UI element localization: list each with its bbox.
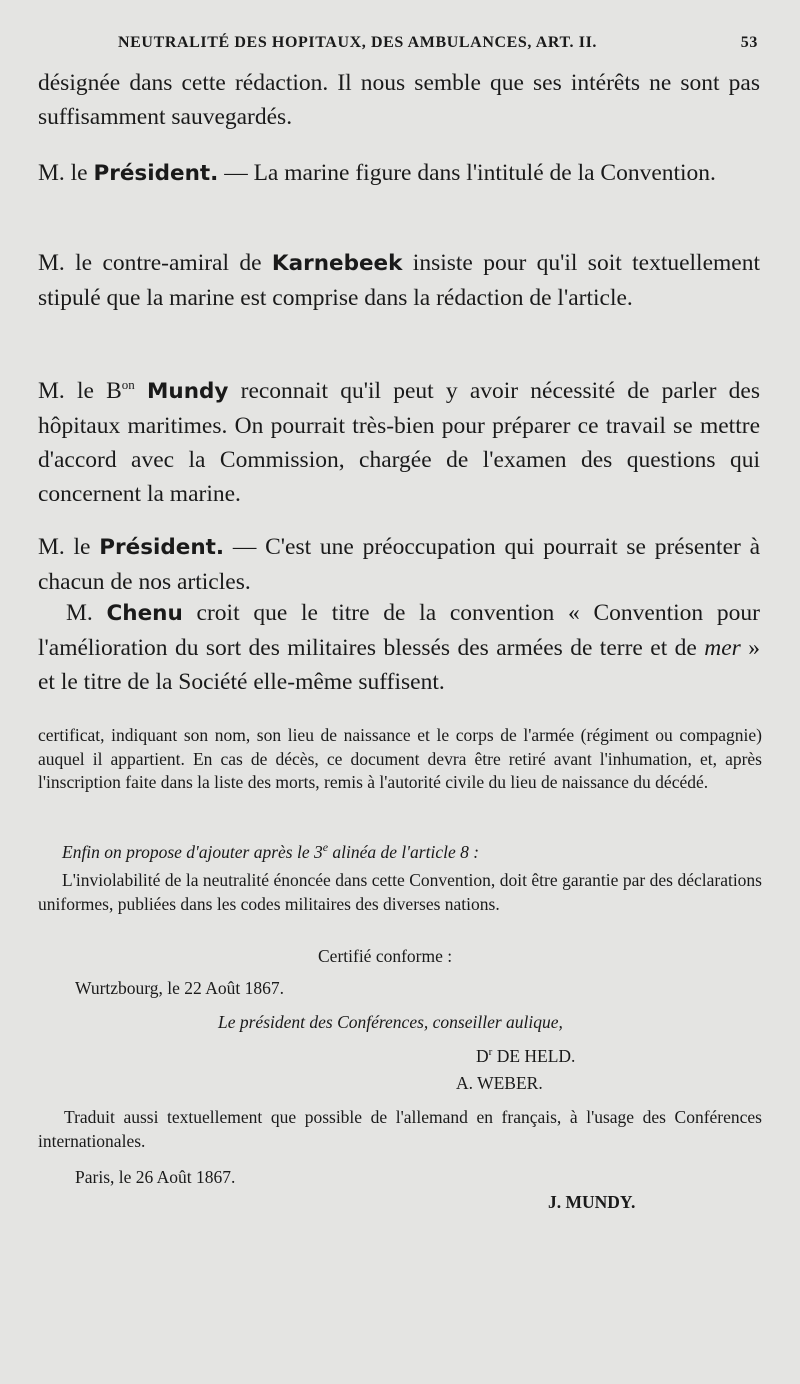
proposal-text-end: alinéa de l'article 8 : xyxy=(328,841,480,862)
speaker-title: M. le xyxy=(38,160,88,186)
president-line: Le président des Conférences, conseiller aulique, xyxy=(218,1012,563,1032)
neutrality-paragraph xyxy=(38,869,762,916)
proposal-text: Enfin on propose d'ajouter après le 3 xyxy=(62,841,323,862)
paragraph-karnebeek xyxy=(38,246,760,315)
page-header xyxy=(38,34,758,52)
paragraph-text: Traduit aussi textuellement que possible de l'allemand en français, à l'usage des Conférences internationales. xyxy=(38,1107,762,1151)
speaker-title-sup: on xyxy=(121,377,135,392)
signer-mundy: J. MUNDY. xyxy=(548,1192,636,1212)
speaker-name: Président. xyxy=(99,535,225,560)
running-title: NEUTRALITÉ DES HOPITAUX, DES AMBULANCES, ART. II. xyxy=(118,34,598,51)
paragraph-text: reconnait qu'il peut y avoir nécessité de parler des hôpitaux maritimes. On pourrait très-bien pour préparer ce travail se mettre d'accord avec la Commission, chargée de l'examen des questions qui concernent la marine. xyxy=(38,377,760,507)
paragraph-president-1 xyxy=(38,156,760,191)
speaker-name: Président. xyxy=(93,161,219,186)
speaker-name: Mundy xyxy=(147,378,229,404)
paragraph-text: désignée dans cette rédaction. Il nous semble que ses intérêts ne sont pas suffisamment sauvegardés. xyxy=(38,70,760,130)
speaker-name: Karnebeek xyxy=(271,251,403,276)
proposal-sup: e xyxy=(322,840,329,854)
signer-weber: A. WEBER. xyxy=(456,1073,543,1093)
signer-prefix: D xyxy=(476,1045,489,1066)
paragraph-text-end: » et le titre de la Société elle-même suffisent. xyxy=(38,635,761,695)
place-date-wurtzbourg: Wurtzbourg, le 22 Août 1867. xyxy=(75,978,284,998)
translation-note xyxy=(38,1106,762,1153)
speaker-title: M. le xyxy=(38,534,91,560)
signer-held xyxy=(476,1041,575,1068)
speaker-title: M. le B xyxy=(38,377,122,404)
paragraph-text: — La marine figure dans l'intitulé de la Convention. xyxy=(218,160,716,186)
speaker-title: M. le contre-amiral de xyxy=(38,250,262,276)
signer-name: DE HELD. xyxy=(492,1045,576,1066)
speaker-title: M. xyxy=(66,600,93,626)
paragraph-mundy xyxy=(38,368,760,511)
signer-prefix-sup: r xyxy=(488,1046,493,1058)
paragraph-president-2 xyxy=(38,530,760,599)
paragraph-text: insiste pour qu'il soit textuellement stipulé que la marine est comprise dans la rédaction de l'article. xyxy=(38,250,761,311)
paragraph-chenu xyxy=(38,596,760,699)
paragraph-text: L'inviolabilité de la neutralité énoncée dans cette Convention, doit être garantie par des déclarations uniformes, publiées dans les codes militaires des diverses nations. xyxy=(38,870,762,914)
proposal-intro xyxy=(38,836,762,864)
certificate-paragraph xyxy=(38,724,762,795)
speaker-name: Chenu xyxy=(106,601,183,626)
certified-line: Certifié conforme : xyxy=(318,946,453,966)
paragraph-text: croit que le titre de la convention « Convention pour l'amélioration du sort des militaires blessés des armées de terre et de xyxy=(38,600,760,661)
paragraph-italic: mer xyxy=(704,635,741,661)
paragraph-text: — C'est une préoccupation qui pourrait se présenter à chacun de nos articles. xyxy=(38,534,761,595)
paragraph-continuation xyxy=(38,66,760,134)
page-number: 53 xyxy=(740,34,758,51)
paragraph-text: certificat, indiquant son nom, son lieu de naissance et le corps de l'armée (régiment ou compagnie) auquel il appartient. En cas de décès, ce document devra être retiré avant l'inhumation, et, après l'inscription faite dans la liste des morts, remis à l'autorité civile du lieu de naissance du décédé. xyxy=(38,725,762,792)
place-date-paris: Paris, le 26 Août 1867. xyxy=(75,1167,236,1187)
